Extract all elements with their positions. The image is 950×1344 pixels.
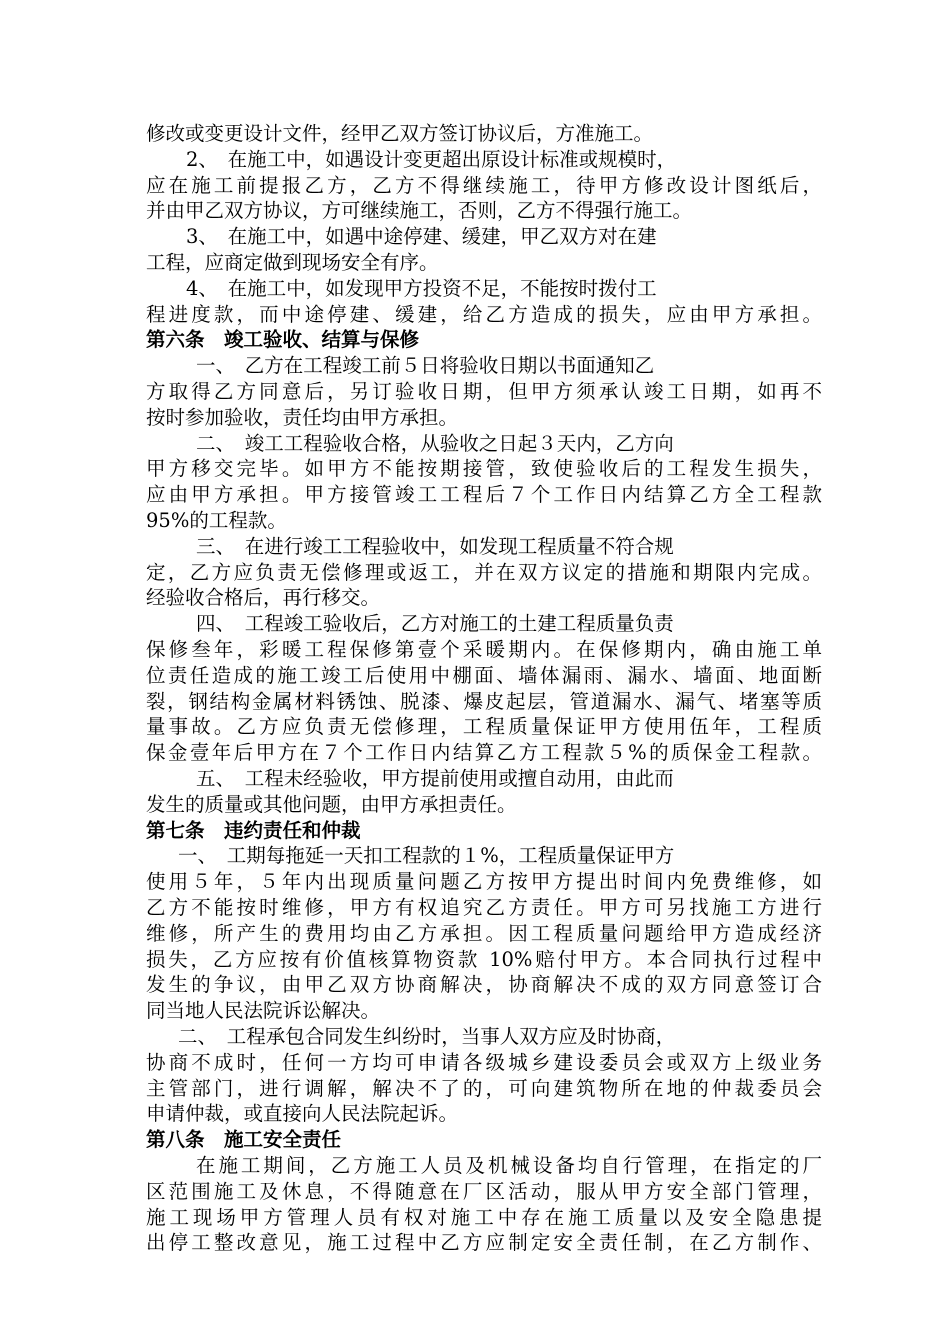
text-line: 申请仲裁，或直接向人民法院起诉。 (146, 1102, 459, 1126)
text-line: 按时参加验收，责任均由甲方承担。 (146, 405, 459, 429)
text-line: 保修叁年，彩暖工程保修第壹个采暖期内。在保修期内，确由施工单 (146, 638, 822, 661)
text-line: 4、 在施工中，如发现甲方投资不足，不能按时拨付工 (186, 276, 657, 300)
text-line: 同当地人民法院诉讼解决。 (146, 999, 381, 1023)
text-line: 发生的争议，由甲乙双方协商解决，协商解决不成的双方同意签订合 (146, 973, 822, 997)
text-line: 使用５年，５年内出现质量问题乙方按甲方提出时间内免费维修，如 (146, 870, 822, 894)
text-line: 一、 乙方在工程竣工前５日将验收日期以书面通知乙 (196, 354, 655, 378)
text-line: 3、 在施工中，如遇中途停建、缓建，甲乙双方对在建 (186, 225, 657, 249)
text-line: 方取得乙方同意后，另订验收日期，但甲方须承认竣工日期，如再不 (146, 380, 822, 403)
section-heading: 第七条 违约责任和仲裁 (146, 818, 361, 842)
text-line: 程进度款，而中途停建、缓建，给乙方造成的损失，应由甲方承担。 (146, 302, 822, 326)
text-line: 协商不成时，任何一方均可申请各级城乡建设委员会或双方上级业务 (146, 1050, 822, 1074)
section-heading: 第八条 施工安全责任 (146, 1128, 342, 1152)
text-line: 施工现场甲方管理人员有权对施工中存在施工质量以及安全隐患提 (146, 1205, 822, 1229)
text-line: 三、 在进行竣工工程验收中，如发现工程质量不符合规 (196, 534, 674, 558)
text-line: 甲方移交完毕。如甲方不能按期接管，致使验收后的工程发生损失， (146, 457, 822, 481)
text-line: 维修，所产生的费用均由乙方承担。因工程质量问题给甲方造成经济 (146, 921, 822, 945)
text-line: 五、 工程未经验收，甲方提前使用或擅自动用，由此而 (196, 767, 674, 790)
text-line: 保金壹年后甲方在７个工作日内结算乙方工程款５%的质保金工程款。 (146, 741, 822, 765)
text-line: 95%的工程款。 (146, 509, 287, 532)
text-line: 应在施工前提报乙方，乙方不得继续施工，待甲方修改设计图纸后， (146, 173, 822, 197)
text-line: 工程，应商定做到现场安全有序。 (146, 251, 439, 274)
text-line: 量事故。乙方应负责无偿修理，工程质量保证甲方使用伍年，工程质 (146, 715, 822, 739)
text-line: 裂，钢结构金属材料锈蚀、脱漆、爆皮起层，管道漏水、漏气、堵塞等质 (146, 689, 822, 713)
text-line: 主管部门，进行调解，解决不了的，可向建筑物所在地的仲裁委员会 (146, 1076, 822, 1100)
text-line: 损失，乙方应按有价值核算物资款 10%赔付甲方。本合同执行过程中 (146, 947, 822, 971)
text-line: 经验收合格后，再行移交。 (146, 586, 381, 610)
text-line: 定，乙方应负责无偿修理或返工，并在双方议定的措施和期限内完成。 (146, 560, 822, 584)
text-line: 乙方不能按时维修，甲方有权追究乙方责任。甲方可另找施工方进行 (146, 896, 822, 919)
text-line: 2、 在施工中，如遇设计变更超出原设计标准或规模时， (186, 147, 677, 171)
text-line: 发生的质量或其他问题，由甲方承担责任。 (146, 792, 517, 816)
text-line: 应由甲方承担。甲方接管竣工工程后７个工作日内结算乙方全工程款 (146, 483, 822, 507)
text-line: 出停工整改意见，施工过程中乙方应制定安全责任制，在乙方制作、 (146, 1231, 822, 1255)
text-line: 一、 工期每拖延一天扣工程款的１%，工程质量保证甲方 (178, 844, 675, 868)
section-heading: 第六条 竣工验收、结算与保修 (146, 328, 420, 352)
text-line: 二、 竣工工程验收合格，从验收之日起３天内，乙方向 (196, 431, 674, 455)
text-line: 修改或变更设计文件，经甲乙双方签订协议后，方准施工。 (146, 122, 654, 145)
text-line: 位责任造成的施工竣工后使用中棚面、墙体漏雨、漏水、墙面、地面断 (146, 663, 822, 687)
text-line: 并由甲乙双方协议，方可继续施工，否则，乙方不得强行施工。 (146, 199, 693, 223)
text-line: 四、 工程竣工验收后，乙方对施工的土建工程质量负责 (196, 612, 674, 636)
text-line: 区范围施工及休息，不得随意在厂区活动，服从甲方安全部门管理， (146, 1179, 822, 1203)
text-line: 二、 工程承包合同发生纠纷时，当事人双方应及时协商， (178, 1025, 676, 1048)
text-line: 在施工期间，乙方施工人员及机械设备均自行管理，在指定的厂 (196, 1154, 822, 1177)
